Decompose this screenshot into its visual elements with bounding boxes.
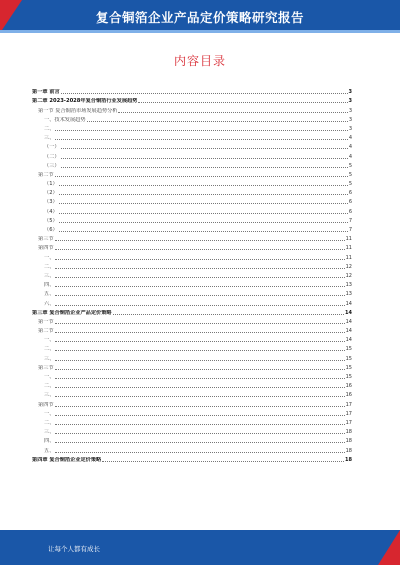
toc-entry-label: 二、 [44, 419, 55, 426]
toc-leader-dots [138, 102, 347, 103]
toc-entry[interactable] [32, 132, 352, 141]
toc-entry-page: 5 [348, 162, 352, 169]
toc-entry-label: 三、 [44, 355, 55, 362]
table-of-contents [32, 86, 352, 463]
toc-entry-page: 3 [348, 116, 352, 123]
toc-entry[interactable] [32, 307, 352, 316]
toc-entry-label: 第二节 [38, 171, 54, 178]
toc-entry-label: （二） [44, 153, 60, 160]
toc-leader-dots [55, 295, 344, 296]
toc-entry-page: 16 [345, 383, 352, 390]
toc-entry-label: 一、技术发展趋势 [44, 116, 86, 123]
toc-entry[interactable] [32, 114, 352, 123]
toc-leader-dots [55, 139, 347, 140]
toc-entry[interactable] [32, 426, 352, 435]
toc-entry-page: 18 [345, 438, 352, 445]
toc-entry[interactable] [32, 86, 352, 95]
toc-leader-dots [55, 268, 344, 269]
toc-entry[interactable] [32, 435, 352, 444]
toc-entry-page: 15 [345, 346, 352, 353]
header-stripe [0, 30, 400, 33]
toc-entry-label: 四、 [44, 282, 55, 289]
toc-leader-dots [55, 396, 344, 397]
toc-entry[interactable] [32, 343, 352, 352]
toc-entry[interactable] [32, 398, 352, 407]
toc-entry-label: 一、 [44, 337, 55, 344]
toc-entry[interactable] [32, 178, 352, 187]
toc-entry-page: 12 [345, 263, 352, 270]
toc-entry-page: 12 [345, 272, 352, 279]
toc-entry[interactable] [32, 95, 352, 104]
toc-entry[interactable] [32, 123, 352, 132]
toc-entry-label: （三） [44, 162, 60, 169]
toc-entry-label: 三、 [44, 272, 55, 279]
toc-entry-page: 3 [348, 89, 352, 96]
toc-entry-page: 6 [348, 208, 352, 215]
toc-leader-dots [59, 222, 348, 223]
report-footer-banner [0, 530, 400, 565]
toc-entry-label: 第一节 [38, 318, 54, 325]
toc-entry-label: 五、 [44, 291, 55, 298]
toc-entry-page: 14 [345, 318, 352, 325]
toc-entry-label: （4） [44, 208, 58, 215]
toc-entry-page: 15 [345, 364, 352, 371]
toc-leader-dots [55, 341, 344, 342]
toc-entry[interactable] [32, 325, 352, 334]
toc-leader-dots [61, 158, 348, 159]
toc-entry-label: 一、 [44, 374, 55, 380]
toc-leader-dots [113, 314, 344, 315]
toc-entry-page: 17 [345, 419, 352, 426]
toc-leader-dots [55, 305, 344, 306]
report-title: 复合铜箔企业产品定价策略研究报告 [95, 10, 304, 25]
toc-entry-label: （5） [44, 217, 58, 224]
toc-leader-dots [55, 240, 345, 241]
toc-leader-dots [59, 194, 348, 195]
toc-entry-page: 15 [345, 374, 352, 380]
toc-leader-dots [55, 369, 345, 370]
toc-entry-label: 二、 [44, 383, 55, 390]
toc-entry[interactable] [32, 233, 352, 242]
toc-entry[interactable] [32, 205, 352, 214]
toc-entry-page: 4 [348, 135, 352, 142]
toc-leader-dots [61, 93, 348, 94]
toc-entry-page: 13 [345, 282, 352, 289]
toc-leader-dots [55, 130, 347, 131]
toc-entry-page: 7 [348, 217, 352, 224]
toc-leader-dots [55, 360, 344, 361]
toc-entry[interactable] [32, 169, 352, 178]
toc-leader-dots [55, 406, 345, 407]
toc-leader-dots [55, 259, 344, 260]
toc-entry-label: 四、 [44, 438, 55, 445]
toc-leader-dots [61, 148, 348, 149]
toc-entry-label: 第一章 前言 [32, 89, 60, 96]
toc-entry-page: 7 [348, 227, 352, 233]
toc-leader-dots [55, 286, 344, 287]
footer-slogan: 让每个人都有成长 [48, 545, 100, 553]
toc-entry-label: （6） [44, 227, 58, 233]
toc-entry-page: 18 [345, 429, 352, 436]
toc-entry[interactable] [32, 196, 352, 205]
toc-leader-dots [55, 350, 344, 351]
toc-entry[interactable] [32, 141, 352, 150]
toc-entry[interactable] [32, 242, 352, 251]
toc-entry-page: 17 [345, 401, 352, 408]
toc-leader-dots [102, 461, 344, 462]
toc-entry-page: 3 [348, 125, 352, 132]
toc-entry-label: 第二章 2023-2028年复合铜箔行业发展趋势 [32, 98, 138, 105]
footer-red-accent [378, 530, 400, 565]
toc-leader-dots [55, 452, 344, 453]
toc-entry-label: 第三节 [38, 364, 54, 371]
toc-entry-page: 13 [345, 291, 352, 298]
toc-entry-label: 三、 [44, 392, 55, 399]
toc-entry-page: 6 [348, 199, 352, 206]
toc-entry-page: 3 [348, 98, 352, 105]
toc-leader-dots [55, 378, 344, 379]
toc-entry-page: 14 [345, 300, 352, 307]
toc-entry[interactable] [32, 150, 352, 159]
toc-entry-label: 六、 [44, 300, 55, 307]
toc-entry[interactable] [32, 389, 352, 398]
toc-leader-dots [55, 323, 345, 324]
toc-entry[interactable] [32, 352, 352, 361]
toc-leader-dots [55, 277, 344, 278]
toc-leader-dots [59, 185, 348, 186]
toc-entry-page: 11 [345, 245, 352, 252]
toc-entry-label: 二、 [44, 125, 55, 132]
toc-entry-page: 6 [348, 190, 352, 197]
toc-entry[interactable] [32, 334, 352, 343]
toc-leader-dots [55, 176, 348, 177]
toc-leader-dots [55, 442, 344, 443]
toc-entry-label: 三、 [44, 429, 55, 436]
toc-entry-page: 3 [348, 107, 352, 114]
toc-entry[interactable] [32, 224, 352, 233]
toc-entry-page: 16 [345, 392, 352, 399]
toc-entry-label: 第四节 [38, 401, 54, 408]
toc-entry[interactable] [32, 104, 352, 113]
toc-leader-dots [59, 213, 348, 214]
toc-entry-label: 第四章 复合铜箔企业定价策略 [32, 456, 102, 463]
report-header-banner [0, 0, 400, 33]
toc-entry[interactable] [32, 316, 352, 325]
toc-entry-label: 五、 [44, 447, 55, 454]
toc-leader-dots [118, 112, 347, 113]
toc-entry[interactable] [32, 371, 352, 380]
toc-leader-dots [55, 424, 344, 425]
toc-entry[interactable] [32, 270, 352, 279]
toc-heading: 内容目录 [173, 54, 226, 68]
toc-entry-label: 第三章 复合铜箔企业产品定价策略 [32, 309, 112, 316]
toc-leader-dots [55, 415, 344, 416]
toc-entry-page: 5 [348, 181, 352, 188]
toc-entry-label: （一） [44, 144, 60, 151]
toc-leader-dots [55, 387, 344, 388]
toc-entry[interactable] [32, 279, 352, 288]
toc-leader-dots [59, 203, 348, 204]
toc-entry-page: 4 [348, 144, 352, 151]
toc-entry-label: 三、 [44, 135, 55, 142]
toc-entry-page: 14 [345, 337, 352, 344]
toc-entry-label: 第二节 [38, 328, 54, 335]
toc-entry-label: 一、 [44, 254, 55, 261]
toc-entry[interactable] [32, 215, 352, 224]
toc-entry[interactable] [32, 187, 352, 196]
toc-entry-label: （2） [44, 190, 58, 197]
toc-entry-page: 18 [345, 447, 352, 454]
toc-leader-dots [59, 231, 348, 232]
toc-entry-page: 5 [348, 171, 352, 178]
toc-leader-dots [55, 249, 345, 250]
toc-leader-dots [61, 167, 348, 168]
toc-entry-label: 一、 [44, 410, 55, 417]
toc-entry[interactable] [32, 160, 352, 169]
toc-entry-page: 18 [345, 456, 352, 463]
toc-entry-page: 15 [345, 355, 352, 362]
toc-entry-page: 11 [345, 236, 352, 243]
toc-entry[interactable] [32, 417, 352, 426]
toc-entry[interactable] [32, 362, 352, 371]
toc-entry[interactable] [32, 408, 352, 417]
toc-leader-dots [55, 433, 344, 434]
toc-entry-page: 17 [345, 410, 352, 417]
toc-entry[interactable] [32, 454, 352, 463]
toc-entry-label: 第一节 复合铜箔市场发展趋势分析 [38, 107, 118, 114]
toc-entry-page: 11 [345, 254, 352, 261]
toc-entry[interactable] [32, 297, 352, 306]
toc-leader-dots [55, 332, 345, 333]
toc-entry-label: 二、 [44, 263, 55, 270]
toc-entry-label: 第三节 [38, 236, 54, 243]
toc-entry-page: 14 [345, 328, 352, 335]
toc-entry-label: （3） [44, 199, 58, 206]
toc-entry[interactable] [32, 288, 352, 297]
toc-entry-label: （1） [44, 181, 58, 188]
toc-entry-page: 14 [345, 309, 352, 316]
toc-entry[interactable] [32, 251, 352, 260]
toc-entry[interactable] [32, 261, 352, 270]
toc-leader-dots [87, 121, 348, 122]
toc-entry[interactable] [32, 380, 352, 389]
toc-entry-page: 4 [348, 153, 352, 160]
toc-entry-label: 二、 [44, 346, 55, 353]
toc-entry-label: 第四节 [38, 245, 54, 252]
toc-entry[interactable] [32, 444, 352, 453]
